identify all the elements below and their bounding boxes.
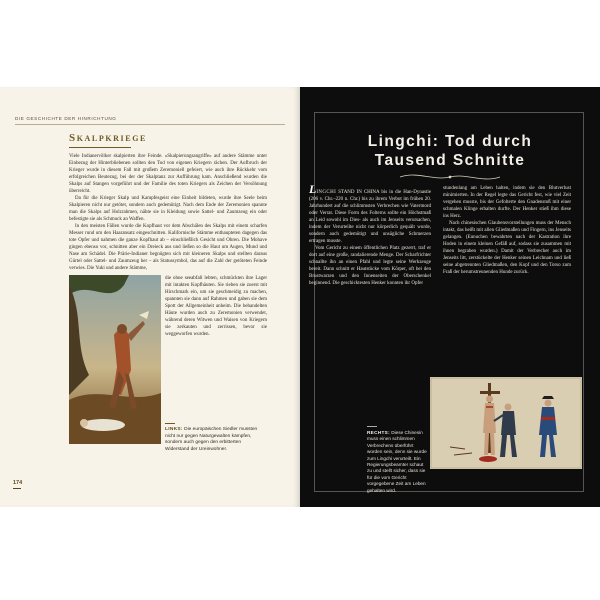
paragraph: stundenlang am Leben halten, indem sie den Blutverlust minimierten. In der Regel legte das Gericht fest, wie viel Zeit vergehen musste, bis der Gefolterte den Gnadenstoß mit einer schmalen Klinge erhalten durfte. Der Henker stieß ihm diese ins Herz. bbox=[443, 186, 571, 219]
caption-label: LINKS: bbox=[165, 427, 183, 432]
left-body-text bbox=[69, 153, 267, 272]
right-column-1 bbox=[309, 182, 431, 287]
right-column-2 bbox=[443, 185, 571, 276]
paragraph: Da für die Krieger Skalp und Kampfesgeist eine Einheit bildeten, wurde ihre Seele beim Skalpieren nicht nur getötet, sondern auch gedemütigt. Nach dem Ende der Zeremonien spannte man die Skalps auf Holzrahmen, nähte sie in Kleidung sowie Sattel- und Zaumzeug ein oder befestigte sie als Schmuck an Waffen. bbox=[69, 196, 267, 222]
paragraph: Nach chinesischen Glaubensvorstellungen muss der Mensch intakt, das heißt mit allen Gliedmaßen und Fingern, ins Jenseits gelangen. (Eunuchen bewahrten nach der Kastration ihre Hoden in einem kleinen Gefäß auf, sodass sie zusammen mit ihnen begraben wurden.) Damit der Verbrecher auch im Jenseits litt, zerstückelte der Henker seinen Leichnam und ließ seine abgetrennten Gliedmaßen, den Kopf und den Torso zum Fraß der herumstreunenden Hunde zurück. bbox=[443, 221, 571, 275]
lead-word: INGCHI bbox=[316, 190, 337, 195]
title-ornament bbox=[398, 172, 502, 182]
page-number: 174 bbox=[13, 480, 23, 486]
settler-painting-image bbox=[69, 275, 161, 444]
running-header: DIE GESCHICHTE DER HINRICHTUNG bbox=[15, 116, 117, 121]
lingchi-painting-image bbox=[430, 377, 582, 469]
title-line-2: Tausend Schnitte bbox=[374, 152, 526, 169]
right-caption bbox=[367, 430, 427, 494]
caption-text: Die europäischen Siedler mussten nicht nur gegen Naturgewalten kämpfen, sondern auch gegen den erbitterten Widerstand der Ureinwohner. bbox=[165, 427, 258, 452]
paragraph-text: STAND IN CHINA bis in die Han-Dynastie (206 v. Chr.–220 n. Chr.) bis zu ihrem Verbot im frühen 20. Jahrhundert auf die schlimmsten Verbrechen wie Vatermord oder Verrat. Diese Form des Folterns sollte ein Höchstmaß an Leid sowohl im Dies- als auch im Jenseits verursachen, indem der Verurteilte nicht nur körperlich gequält wurde, sondern auch gedemütigt und unsägliche Schmerzen ertragen musste. bbox=[309, 190, 431, 244]
caption-rule bbox=[367, 426, 377, 427]
section-title-rule bbox=[69, 147, 131, 148]
paragraph: Viele Indianervölker skalpierten ihre Feinde. «Skalpierungsangriffe» auf andere Stämme unter Einbezug der Hinterbliebenen sollten den Tod von eigenen Kriegern rächen. Der Aufbruch der Krieger wurde in diesem Fall mit großem Zeremoniell gefeiert, wie auch ihre Rückkehr vom erfolgreichen Beutezug, bei der der Skalptanz zur Aufführung kam. Anschließend wurden die Skalps auf Stangen vorgeführt und der Familie des toten Kriegers als Zeichen der Versöhnung überreicht. bbox=[69, 154, 267, 194]
left-side-text: die ohne seeabfall lebten, schmückten ihre Lager mit intakten Kopfhäuten. Sie rieben sie zuerst mit Hirschmark ein, um sie geschmeidig zu machen, spannten sie dann auf Rahmen und gaben sie dem Spott der Allgemeinheit anheim. Die behandelten Häute wurden auch zu Zeremonien verwendet, während deren Witwen und Waisen von Kriegern sie zerkauten und zerrissen, bevor sie weggeworfen wurden. bbox=[165, 276, 267, 337]
paragraph: Vom Gericht zu einem öffentlichen Platz gezerrt, traf er dort auf eine große, randalierende Menge. Der Scharfrichter schnallte ihn an einen Pfahl und legte seine Werkzeuge bereit. Dann schnitt er Hautstücke vom Körper, oft bei den Brustwarzen und den Innenseiten der Oberschenkel beginnend. Die geschicktesten Henker konnten ihr Opfer bbox=[309, 246, 431, 286]
drop-cap: L bbox=[309, 182, 317, 196]
section-title: Skalpkriege bbox=[69, 132, 147, 144]
left-caption bbox=[165, 427, 265, 453]
caption-text: Diese Chinesin muss einen schlimmen Verbrechens überführt worden sein, denn sie wurde zum Lingchi verurteilt. Ein Regierungsbeamter schaut zu und stellt sicher, dass sie für die vom Gericht vorgegebene Zeit am Leben gehalten wird. bbox=[367, 430, 427, 493]
title-line-1: Lingchi: Tod durch bbox=[367, 133, 533, 150]
caption-rule bbox=[165, 423, 175, 424]
caption-label: RECHTS: bbox=[367, 430, 390, 435]
header-rule bbox=[15, 124, 285, 125]
page-number-rule bbox=[13, 488, 21, 489]
article-title bbox=[315, 132, 585, 170]
paragraph: In den meisten Fällen wurde die Kopfhaut vor dem Abschälen des Skalps mit einem scharfen Messer rund um den Haaransatz eingeschnitten. Kalifornische Stämme enthaupteten dagegen das tote Opfer und nahmen die ganze Kopfhaut ab – einschließlich Gesicht und Ohren. Die Mohave gingen ebenso vor, schnitten aber ein Dreieck aus und ließen so die Haut um Augen, Mund und Nase am Schädel. Die Prärie-Indianer begnügten sich mit kleineren Skalps und stellten daraus Gürtel oder Sattel- und Zaumzeug her – als Statussymbol, das auf die Zahl der getöteten Feinde verwies. Die Yuki und andere Stämme, bbox=[69, 224, 267, 271]
paragraph bbox=[309, 182, 431, 245]
